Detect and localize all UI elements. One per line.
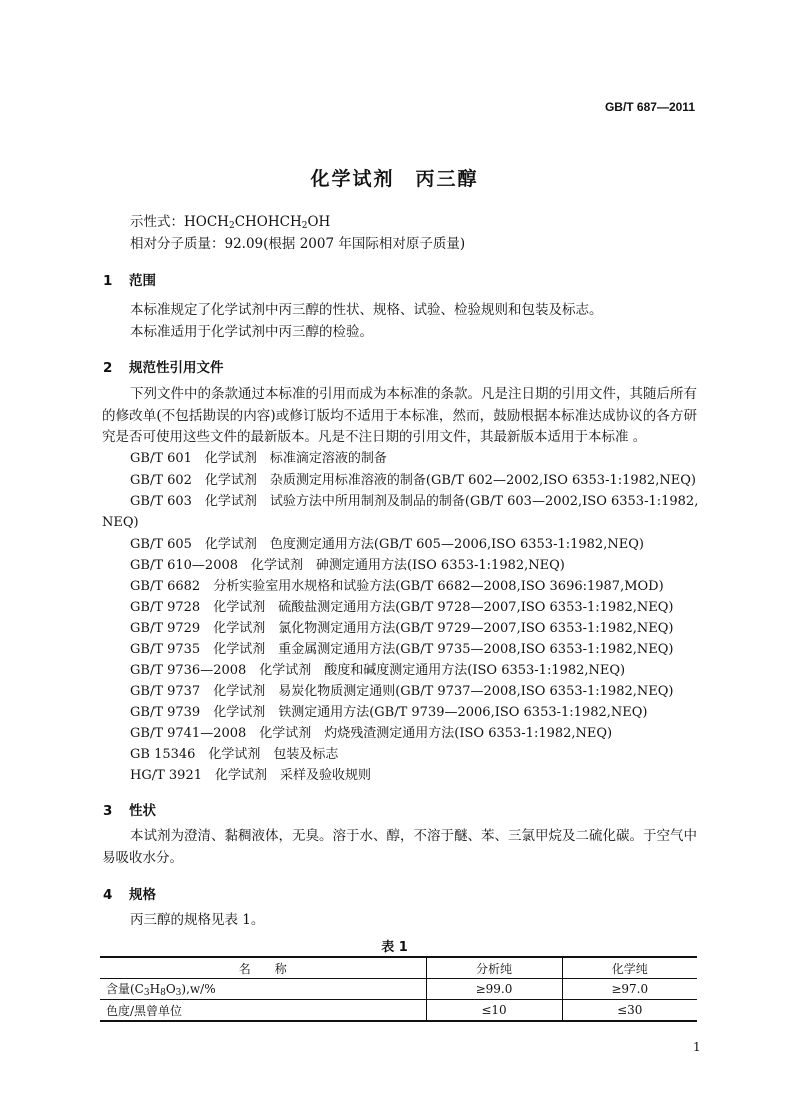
reference-item: GB/T 610—2008 化学试剂 砷测定通用方法(ISO 6353-1:1982,NEQ)	[130, 558, 565, 573]
specification-para: 丙三醇的规格见表 1。	[130, 912, 265, 928]
table-caption: 表 1	[381, 940, 408, 955]
reference-item: GB/T 605 化学试剂 色度测定通用方法(GB/T 605—2006,ISO 6353-1:1982,NEQ)	[130, 537, 644, 552]
molecular-mass-line: 相对分子质量：92.09(根据 2007 年国际相对原子质量)	[130, 236, 466, 252]
reference-item: GB/T 9736—2008 化学试剂 酸度和碱度测定通用方法(ISO 6353-1:1982,NEQ)	[130, 663, 626, 678]
row-value-ar: ≥99.0	[426, 979, 562, 1000]
reference-item: GB/T 603 化学试剂 试验方法中所用制剂及制品的制备(GB/T 603—2002,ISO 6353-1:1982,	[130, 494, 699, 509]
section-2-heading: 2 规范性引用文件	[103, 360, 224, 376]
scope-para-2: 本标准适用于化学试剂中丙三醇的检验。	[130, 324, 373, 340]
row-value-cp: ≤30	[562, 1000, 697, 1022]
row-value-cp: ≥97.0	[562, 979, 697, 1000]
properties-para: 本试剂为澄清、黏稠液体，无臭。溶于水、醇，不溶于醚、苯、三氯甲烷及二硫化碳。于空气中易吸收水分。	[102, 828, 697, 866]
reference-item: GB/T 6682 分析实验室用水规格和试验方法(GB/T 6682—2008,ISO 3696:1987,MOD)	[130, 579, 664, 594]
row-name: 色度/黑曾单位	[100, 1000, 426, 1022]
table-row	[100, 1000, 697, 1022]
reference-item: GB 15346 化学试剂 包装及标志	[130, 747, 339, 762]
table-header-row	[100, 957, 697, 979]
page-number: 1	[693, 1040, 701, 1054]
document-title: 化学试剂 丙三醇	[310, 168, 479, 190]
reference-item: GB/T 9739 化学试剂 铁测定通用方法(GB/T 9739—2006,ISO 6353-1:1982,NEQ)	[130, 705, 648, 720]
reference-item: HG/T 3921 化学试剂 采样及验收规则	[130, 768, 371, 783]
reference-item: GB/T 9737 化学试剂 易炭化物质测定通则(GB/T 9737—2008,ISO 6353-1:1982,NEQ)	[130, 684, 674, 699]
section-3-heading: 3 性状	[103, 803, 156, 819]
header-analytical-reagent: 分析纯	[426, 957, 562, 979]
reference-item: GB/T 9741—2008 化学试剂 灼烧残渣测定通用方法(ISO 6353-1:1982,NEQ)	[130, 726, 613, 741]
section-4-heading: 4 规格	[103, 887, 156, 903]
reference-item: GB/T 602 化学试剂 杂质测定用标准溶液的制备(GB/T 602—2002,ISO 6353-1:1982,NEQ)	[130, 473, 696, 488]
scope-para-1: 本标准规定了化学试剂中丙三醇的性状、规格、试验、检验规则和包装及标志。	[130, 302, 603, 318]
reference-item: GB/T 601 化学试剂 标准滴定溶液的制备	[130, 451, 387, 466]
standard-number: GB/T 687—2011	[604, 100, 695, 114]
reference-item-continuation: NEQ)	[102, 515, 139, 530]
references-intro: 下列文件中的条款通过本标准的引用而成为本标准的条款。凡是注日期的引用文件，其随后所有的修改单(不包括勘误的内容)或修订版均不适用于本标准，然而，鼓励根据本标准达成协议的各方研究是否可使用这些文件的最新版本。凡是不注日期的引用文件，其最新版本适用于本标准 。	[102, 386, 697, 445]
row-value-ar: ≤10	[426, 1000, 562, 1022]
table-row	[100, 979, 697, 1000]
reference-item: GB/T 9728 化学试剂 硫酸盐测定通用方法(GB/T 9728—2007,ISO 6353-1:1982,NEQ)	[130, 600, 674, 615]
specification-table	[100, 956, 697, 1022]
section-1-heading: 1 范围	[103, 273, 156, 289]
header-name: 名 称	[100, 957, 426, 979]
header-chemically-pure: 化学纯	[562, 957, 697, 979]
formula-line: 示性式：$HOCH_2CHOHCH_2OH$	[130, 214, 331, 231]
reference-item: GB/T 9729 化学试剂 氯化物测定通用方法(GB/T 9729—2007,ISO 6353-1:1982,NEQ)	[130, 621, 674, 636]
row-name: 含量$(C_3H_8O_3),w/\%$	[100, 979, 426, 1000]
reference-item: GB/T 9735 化学试剂 重金属测定通用方法(GB/T 9735—2008,ISO 6353-1:1982,NEQ)	[130, 642, 674, 657]
